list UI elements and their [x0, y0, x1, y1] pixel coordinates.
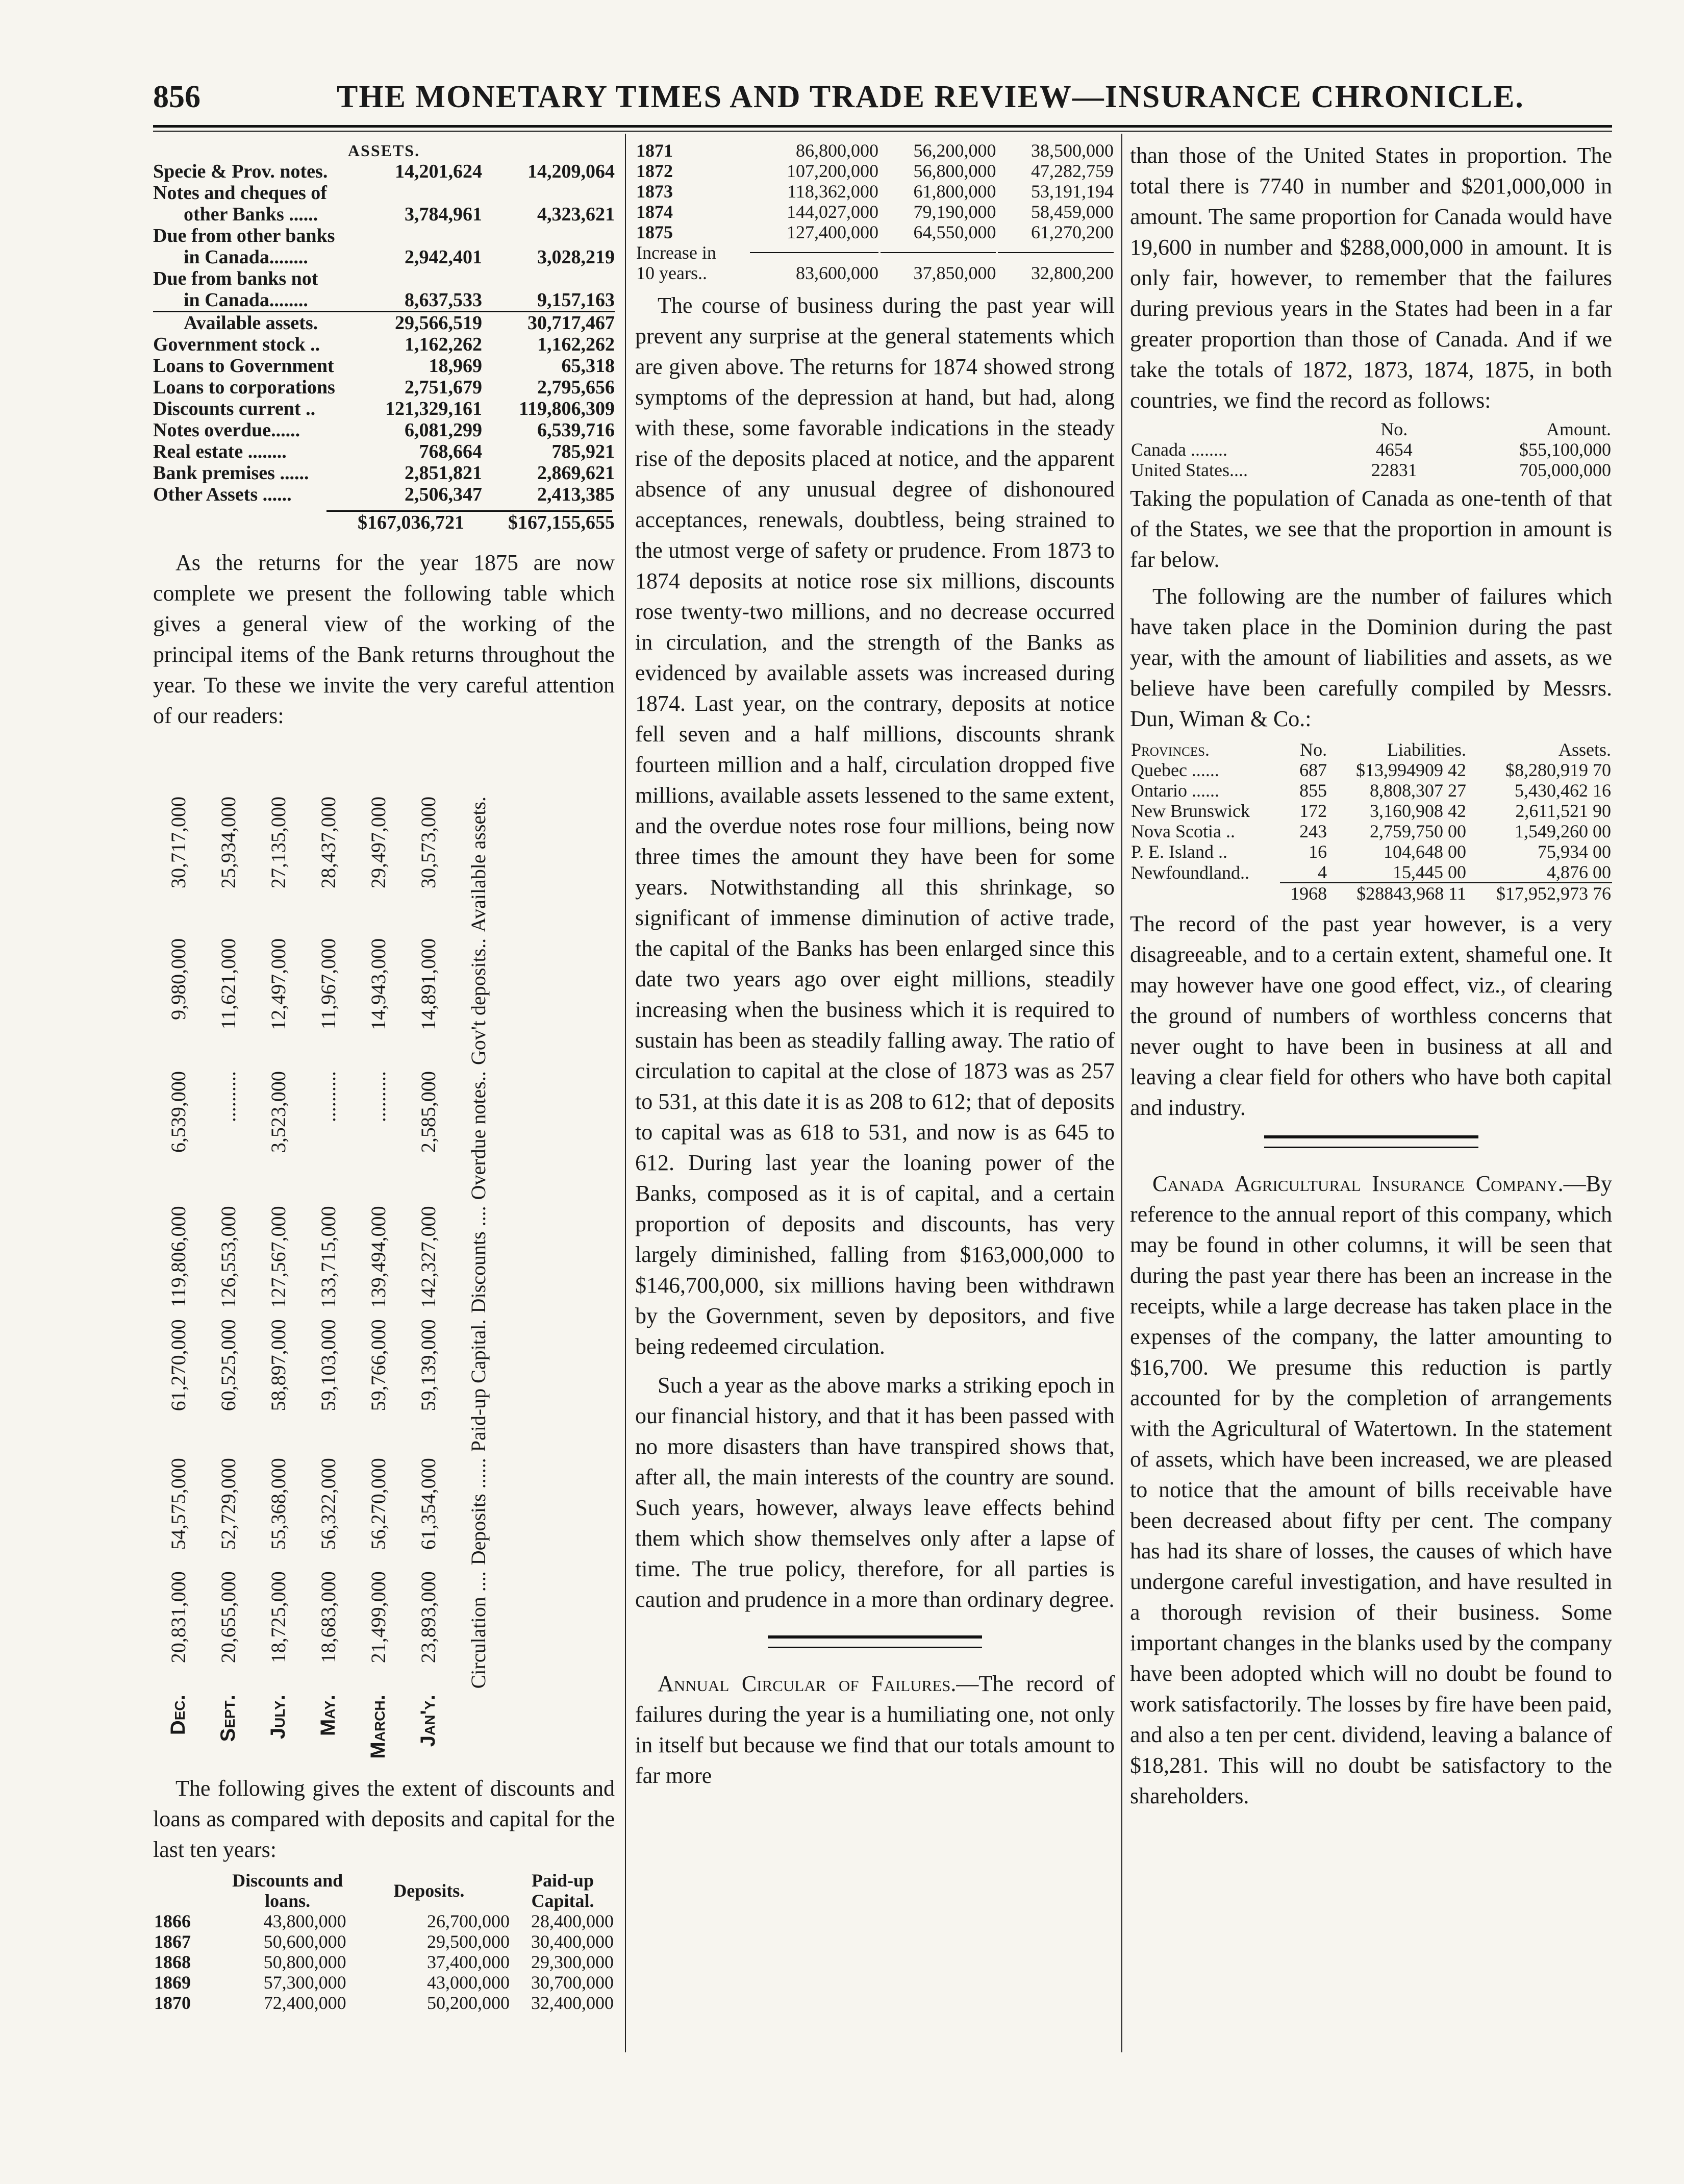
monthly-row-label: Available assets.: [466, 797, 490, 932]
assets-row: [153, 334, 615, 355]
agri-heading: Canada Agricultural Insurance Company.: [1152, 1171, 1564, 1196]
column-1: [153, 140, 615, 731]
province-no: 855: [1299, 780, 1327, 801]
tenyear-row: [635, 202, 1115, 222]
assets-row-value-a: 768,664: [419, 441, 482, 462]
assets-row: [153, 484, 615, 505]
monthly-table: [153, 793, 602, 1766]
monthly-cell: 59,103,000: [316, 1319, 340, 1411]
compare-amount: 705,000,000: [1519, 460, 1611, 480]
provinces-table: [1130, 739, 1612, 904]
assets-row-label: Available assets.: [184, 312, 318, 334]
provinces-header-name: Provinces.: [1131, 739, 1210, 760]
province-assets: 2,611,521 90: [1515, 801, 1611, 821]
provinces-header-no: No.: [1300, 739, 1327, 760]
tenyear-table-b: [635, 140, 1115, 283]
monthly-cell: 56,270,000: [366, 1458, 390, 1550]
assets-row: [153, 312, 615, 334]
monthly-cell: 59,139,000: [416, 1319, 440, 1411]
monthly-cell: 28,437,000: [316, 797, 340, 888]
province-liabilities: 3,160,908 42: [1369, 801, 1466, 821]
assets-row-value-b: 785,921: [551, 441, 615, 462]
assets-row-label: Bank premises ......: [153, 462, 309, 484]
failures-heading: Annual Circular of Failures.: [658, 1671, 957, 1696]
tenyear-deposits: 43,000,000: [427, 1972, 510, 1993]
tenyear-discounts: 50,600,000: [263, 1931, 346, 1952]
assets-row-value-b: 65,318: [561, 355, 615, 377]
monthly-cell: 58,897,000: [266, 1319, 290, 1411]
failures-paragraph: [635, 1669, 1115, 1791]
monthly-cell: 14,891,000: [416, 938, 440, 1030]
column-divider-2: [1121, 134, 1122, 2052]
province-name: Newfoundland..: [1131, 862, 1249, 883]
assets-row-value-a: 2,506,347: [405, 484, 482, 505]
population-paragraph: Taking the population of Canada as one-tenth of that of the States, we see that the proportion in amount is far below.: [1130, 486, 1612, 572]
agri-text: —By reference to the annual report of this company, which may be found in other columns, it will be seen that during the past year there has been an increase in the receipts, while a large decrease has taken place in the expenses of the company, the latter amounting to $16,700. We presume this reduction is partly accounted for by the completion of arrangements with the Agricultural of Watertown. In the statement of assets, which have been increased, we are pleased to notice that the amount of bills receivable have been decreased about fifty per cent. The company has had its share of losses, the causes of which have undergone careful investigation, and have resulted in a thorough revision of their business. Some important changes in the blanks used by the company have been adopted which will no doubt be found to work satisfactorily. The losses by fire have been paid, and also a ten per cent. dividend, leaving a balance of $18,281. This will no doubt be satisfactory to the shareholders.: [1130, 1171, 1612, 1808]
monthly-cell: 20,831,000: [166, 1571, 190, 1664]
assets-row: [153, 462, 615, 484]
province-name: Nova Scotia ..: [1131, 821, 1235, 841]
increase-label-1: Increase in: [636, 242, 716, 263]
province-row: [1130, 801, 1612, 821]
increase-deposits: 37,850,000: [913, 263, 996, 283]
province-liabilities: 8,808,307 27: [1369, 780, 1466, 801]
monthly-row-label: Circulation ....: [466, 1571, 490, 1689]
tenyear-row: [635, 181, 1115, 202]
monthly-cell: 29,497,000: [366, 797, 390, 888]
compare-no: 22831: [1371, 460, 1417, 480]
monthly-cell: ..........: [366, 1071, 390, 1123]
increase-discounts: 83,600,000: [795, 263, 878, 283]
record-paragraph: The record of the past year however, is a very disagreeable, and to a certain extent, shameful one. It may however have one good effect, viz., of clearing the ground of numbers of worthless concerns that never ought to have been in business at all and leaving a clear field for others who have both capital and industry.: [1130, 911, 1612, 1120]
tenyear-discounts: 72,400,000: [263, 1993, 346, 2013]
assets-row-value-a: 29,566,519: [395, 312, 482, 334]
assets-row-value-b: 14,209,064: [527, 161, 615, 182]
tenyear-deposits: 61,800,000: [913, 181, 996, 202]
compare-header-no: No.: [1380, 419, 1408, 439]
assets-row-label: Loans to Government: [153, 355, 334, 377]
assets-row: [153, 355, 615, 377]
monthly-cell: 27,135,000: [266, 797, 290, 888]
tenyear-discounts: 50,800,000: [263, 1952, 346, 1972]
header-rule-thin: [153, 131, 1612, 132]
column-divider-1: [625, 134, 626, 2052]
monthly-cell: 9,980,000: [166, 938, 190, 1020]
page-number: 856: [153, 80, 200, 114]
compare-table: [1130, 419, 1612, 480]
tenyear-capital: 32,400,000: [531, 1993, 614, 2013]
assets-row-value-b: 2,413,385: [537, 484, 615, 505]
province-assets: 1,549,260 00: [1515, 821, 1611, 841]
tenyear-year: 1867: [154, 1931, 191, 1952]
provinces-total-liab: $28843,968 11: [1328, 883, 1467, 904]
assets-row-label: Due from banks not: [153, 268, 318, 289]
tenyear-row: [153, 1931, 615, 1952]
tenyear-row: [153, 1972, 615, 1993]
assets-row-label: Loans to corporations: [153, 377, 335, 398]
monthly-cell: 119,806,000: [166, 1206, 190, 1307]
tenyear-deposits: 64,550,000: [913, 222, 996, 242]
monthly-cell: 6,539,000: [166, 1071, 190, 1153]
section-rule-2: [1264, 1135, 1478, 1148]
monthly-cell: 59,766,000: [366, 1319, 390, 1411]
assets-row-value-a: 14,201,624: [395, 161, 482, 182]
failures-continued: than those of the United States in proportion. The total there is 7740 in number and $201,000,000 in amount. The same proportion for Canada would have 19,600 in number and $288,000,000 in amount. It is only fair, however, to remember that the failures during previous years in the States had been in a far greater proportion than those of Canada. And if we take the totals of 1872, 1873, 1874, 1875, in both countries, we find the record as follows:: [1130, 143, 1612, 413]
province-liabilities: 15,445 00: [1392, 862, 1466, 882]
monthly-month: Sept.: [216, 1695, 239, 1742]
monthly-cell: 61,354,000: [416, 1458, 440, 1550]
assets-row-value-a: 18,969: [429, 355, 482, 377]
province-liabilities: 2,759,750 00: [1369, 821, 1466, 841]
monthly-cell: 23,893,000: [416, 1571, 440, 1664]
monthly-cell: 18,683,000: [316, 1571, 340, 1664]
assets-row-label: Due from other banks: [153, 225, 335, 246]
assets-row: [153, 161, 615, 182]
tenyear-capital: 28,400,000: [531, 1911, 614, 1931]
tenyear-capital: 47,282,759: [1031, 161, 1114, 181]
section-rule: [768, 1635, 982, 1648]
assets-row-value-b: 30,717,467: [527, 312, 615, 334]
province-no: 16: [1309, 841, 1327, 862]
tenyear-table-a: [153, 1870, 615, 2013]
province-row: [1130, 821, 1612, 841]
tenyear-discounts: 118,362,000: [787, 181, 878, 202]
assets-row-value-b: 3,028,219: [537, 246, 615, 268]
monthly-month: March.: [366, 1695, 389, 1759]
agri-paragraph: [1130, 1169, 1612, 1811]
monthly-row-label: Deposits ......: [466, 1458, 490, 1566]
tenyear-capital: 29,300,000: [531, 1952, 614, 1972]
tenyear-deposits: 50,200,000: [427, 1993, 510, 2013]
monthly-row: [153, 793, 203, 1766]
tenyear-year: 1872: [636, 161, 673, 181]
province-assets: $8,280,919 70: [1505, 760, 1611, 780]
assets-row-value-a: 3,784,961: [405, 204, 482, 225]
province-name: P. E. Island ..: [1131, 841, 1227, 862]
tenyear-deposits: 29,500,000: [427, 1931, 510, 1952]
monthly-cell: 54,575,000: [166, 1458, 190, 1550]
monthly-cell: 55,368,000: [266, 1458, 290, 1550]
tenyear-year: 1866: [154, 1911, 191, 1931]
province-name: Ontario ......: [1131, 780, 1219, 801]
assets-row-label: in Canada........: [184, 246, 308, 268]
monthly-row: [303, 793, 353, 1766]
assets-title: ASSETS.: [347, 141, 420, 160]
assets-total-a: $167,036,721: [358, 512, 464, 533]
tenyear-row: [635, 161, 1115, 181]
tenyear-deposits: 26,700,000: [427, 1911, 510, 1931]
assets-row-value-b: [482, 268, 615, 289]
tenyear-discounts: 43,800,000: [263, 1911, 346, 1931]
tenyear-deposits: 37,400,000: [427, 1952, 510, 1972]
monthly-row: [203, 793, 253, 1766]
assets-row-value-b: 4,323,621: [537, 204, 615, 225]
province-row: [1130, 760, 1612, 780]
header-rule: [153, 125, 1612, 128]
compare-label: United States....: [1131, 460, 1248, 480]
column-1-lower: [153, 1773, 615, 2013]
assets-row-value-a: 121,329,161: [385, 398, 482, 419]
assets-row: [153, 289, 615, 312]
assets-row-value-a: [368, 268, 482, 289]
assets-row: [153, 377, 615, 398]
tenyear-year: 1871: [636, 140, 673, 161]
tenyear-deposits: 79,190,000: [913, 202, 996, 222]
monthly-cell: 11,967,000: [316, 938, 340, 1030]
monthly-row: [253, 793, 303, 1766]
tenyear-capital: 53,191,194: [1031, 181, 1114, 202]
monthly-row-label: Gov't deposits..: [466, 938, 490, 1065]
assets-row-label: Government stock ..: [153, 334, 320, 355]
tenyear-discounts: 107,200,000: [786, 161, 878, 181]
monthly-cell: 12,497,000: [266, 938, 290, 1030]
tenyear-deposits: 56,200,000: [913, 140, 996, 161]
assets-row-value-a: [368, 182, 482, 204]
monthly-cell: 2,585,000: [416, 1071, 440, 1153]
monthly-row-label: Overdue notes..: [466, 1071, 490, 1200]
assets-row-value-b: 6,539,716: [537, 419, 615, 441]
column-2: [635, 140, 1115, 1791]
province-row: [1130, 841, 1612, 862]
province-no: 243: [1299, 821, 1327, 841]
assets-row-label: other Banks ......: [184, 204, 318, 225]
compare-header-amount: Amount.: [1546, 419, 1611, 439]
assets-row-value-b: 9,157,163: [537, 289, 615, 311]
compare-label: Canada ........: [1131, 439, 1227, 460]
tenyear-row: [153, 1911, 615, 1931]
monthly-cell: 52,729,000: [216, 1458, 240, 1550]
assets-row: [153, 182, 615, 204]
monthly-corner: [453, 1692, 503, 1766]
assets-row: [153, 204, 615, 225]
assets-row-value-b: 1,162,262: [537, 334, 615, 355]
tenyear-year: 1870: [154, 1993, 191, 2013]
assets-row-value-a: [368, 225, 482, 246]
provinces-header-liab: Liabilities.: [1387, 739, 1466, 760]
monthly-cell: 133,715,000: [316, 1206, 340, 1308]
monthly-labels-row: [453, 793, 503, 1766]
province-assets: 4,876 00: [1547, 862, 1611, 882]
monthly-row: [403, 793, 453, 1766]
tenyear-capital: 61,270,200: [1031, 222, 1114, 242]
monthly-cell: 142,327,000: [416, 1206, 440, 1308]
tenyear-header-capital: Paid-up Capital.: [531, 1870, 594, 1911]
column-3: [1130, 140, 1612, 1811]
tenyear-deposits: 56,800,000: [913, 161, 996, 181]
monthly-row-label: Paid-up Capital.: [466, 1319, 490, 1452]
monthly-row-label: Discounts ....: [466, 1206, 490, 1313]
assets-row-value-a: 8,637,533: [405, 289, 482, 311]
assets-total-b: $167,155,655: [508, 512, 615, 533]
tenyear-capital: 30,400,000: [531, 1931, 614, 1952]
tenyear-capital: 58,459,000: [1031, 202, 1114, 222]
province-assets: 5,430,462 16: [1515, 780, 1611, 801]
monthly-cell: 25,934,000: [216, 797, 240, 888]
monthly-cell: 60,525,000: [216, 1319, 240, 1411]
tenyear-header-discounts: Discounts and loans.: [232, 1870, 343, 1911]
running-title: THE MONETARY TIMES AND TRADE REVIEW—INSURANCE CHRONICLE.: [337, 80, 1524, 114]
assets-row-value-a: 1,162,262: [405, 334, 482, 355]
provinces-total-no: 1968: [1280, 883, 1328, 904]
intro-paragraph: As the returns for the year 1875 are now complete we present the following table which gives a general view of the working of the principal items of the Bank returns throughout the year. To these we invite the very careful attention of our readers:: [153, 550, 615, 728]
assets-row-value-b: 2,795,656: [537, 377, 615, 398]
assets-row-label: Real estate ........: [153, 441, 287, 462]
failures-text: —The record of failures during the year is a humiliating one, not only in itself but because we find that our totals amount to far more: [635, 1671, 1115, 1788]
tenyear-year: 1868: [154, 1952, 191, 1972]
tenyear-header-deposits: Deposits.: [393, 1880, 465, 1901]
assets-table: [153, 161, 615, 505]
tenyear-year: 1869: [154, 1972, 191, 1993]
province-no: 4: [1318, 862, 1327, 882]
assets-row-value-a: 6,081,299: [405, 419, 482, 441]
province-row: [1130, 862, 1612, 883]
monthly-cell: ..........: [216, 1071, 240, 1123]
assets-row-label: Notes overdue......: [153, 419, 300, 441]
compare-row: [1130, 460, 1612, 480]
tenyear-discounts: 144,027,000: [786, 202, 878, 222]
monthly-cell: 20,655,000: [216, 1571, 240, 1664]
tenyear-intro: The following gives the extent of discounts and loans as compared with deposits and capital for the last ten years:: [153, 1776, 615, 1862]
epoch-paragraph: Such a year as the above marks a striking epoch in our financial history, and that it has been passed with no more disasters than have transpired shows that, after all, the main interests of the country are sound. Such years, however, always leave effects behind them which show themselves only after a lapse of time. The true policy, therefore, for all parties is caution and prudence in a more than ordinary degree.: [635, 1373, 1115, 1612]
compare-amount: $55,100,000: [1519, 439, 1611, 460]
monthly-cell: 18,725,000: [266, 1571, 290, 1664]
monthly-month: July.: [266, 1695, 289, 1740]
increase-capital: 32,800,200: [1031, 263, 1114, 283]
province-liabilities: $13,994909 42: [1355, 760, 1466, 780]
assets-row-label: Other Assets ......: [153, 484, 292, 505]
assets-row: [153, 419, 615, 441]
monthly-month: May.: [316, 1695, 339, 1736]
tenyear-row: [635, 222, 1115, 242]
monthly-cell: 61,270,000: [166, 1319, 190, 1411]
province-liabilities: 104,648 00: [1383, 841, 1466, 862]
assets-row-value-a: 2,751,679: [405, 377, 482, 398]
assets-row-label: Specie & Prov. notes.: [153, 161, 328, 182]
monthly-cell: 127,567,000: [266, 1206, 290, 1308]
tenyear-year: 1875: [636, 222, 673, 242]
monthly-month: Dec.: [166, 1695, 189, 1735]
provinces-total-assets: $17,952,973 76: [1467, 883, 1612, 904]
monthly-cell: 21,499,000: [366, 1571, 390, 1664]
monthly-cell: ..........: [316, 1071, 340, 1123]
monthly-month: Jan'y.: [416, 1695, 439, 1747]
province-row: [1130, 780, 1612, 801]
monthly-cell: 3,523,000: [266, 1071, 290, 1153]
tenyear-capital: 38,500,000: [1031, 140, 1114, 161]
monthly-cell: 126,553,000: [216, 1206, 240, 1308]
assets-total: [153, 512, 615, 533]
assets-row-label: in Canada........: [184, 289, 308, 311]
monthly-cell: 30,717,000: [166, 797, 190, 888]
monthly-cell: 14,943,000: [366, 938, 390, 1030]
monthly-cell: 11,621,000: [216, 938, 240, 1030]
province-name: New Brunswick: [1131, 801, 1250, 821]
assets-row: [153, 441, 615, 462]
dominion-paragraph: The following are the number of failures which have taken place in the Dominion during the past year, with the amount of liabilities and assets, as we believe have been carefully compiled by Messrs. Dun, Wiman & Co.:: [1130, 584, 1612, 731]
tenyear-discounts: 86,800,000: [795, 140, 878, 161]
increase-label-2: 10 years..: [636, 263, 707, 283]
tenyear-row: [153, 1993, 615, 2013]
compare-no: 4654: [1375, 439, 1413, 460]
monthly-cell: 30,573,000: [416, 797, 440, 888]
provinces-header-assets: Assets.: [1558, 739, 1611, 760]
assets-row: [153, 246, 615, 268]
assets-row-value-b: [482, 225, 615, 246]
assets-row-value-b: 2,869,621: [537, 462, 615, 484]
monthly-row: [353, 793, 403, 1766]
assets-row: [153, 225, 615, 246]
tenyear-row: [635, 140, 1115, 161]
tenyear-discounts: 57,300,000: [263, 1972, 346, 1993]
monthly-cell: 139,494,000: [366, 1206, 390, 1308]
tenyear-discounts: 127,400,000: [786, 222, 878, 242]
assets-row-value-b: 119,806,309: [519, 398, 615, 419]
province-assets: 75,934 00: [1538, 841, 1611, 862]
assets-row-value-b: [482, 182, 615, 204]
tenyear-year: 1874: [636, 202, 673, 222]
province-name: Quebec ......: [1131, 760, 1219, 780]
tenyear-year: 1873: [636, 181, 673, 202]
course-paragraph: The course of business during the past year will prevent any surprise at the general statements which are given above. The returns for 1874 showed strong symptoms of the depression at hand, but had, along with these, some favorable indications in the steady rise of the deposits placed at notice, and the apparent absence of any unusual degree of dishonoured acceptances, renewals, doubtless, being strained to the utmost verge of safety or prudence. From 1873 to 1874 deposits at notice rose six millions, discounts rose twenty-two millions, and no decrease occurred in circulation, and the strength of the Banks as evidenced by available assets was increased during 1874. Last year, on the contrary, deposits at notice fell seven and a half millions, discounts shrank fourteen million and a half, circulation dropped five millions, available assets lessened to the same extent, and the overdue notes rose four millions, being now three times the amount they have been for some years. Notwithstanding all this shrinkage, so significant of immense diminution of active trade, the capital of the Banks has been enlarged since this date two years ago over eight millions, steadily increasing when the business which it is required to sustain has been as steadily falling away. The ratio of circulation to capital at the close of 1873 was as 257 to 531, at this date it is as 208 to 612; that of deposits to capital was as 618 to 531, and now is as 645 to 612. During last year the loaning power of the Banks, composed as it is of capital, and a certain proportion of deposits and discounts, has very largely diminished, falling from $163,000,000 to $146,700,000, six millions having been withdrawn by the Government, seven by depositors, and five being redeemed circulation.: [635, 293, 1115, 1359]
province-no: 172: [1299, 801, 1327, 821]
assets-row-value-a: 2,942,401: [405, 246, 482, 268]
assets-row: [153, 398, 615, 419]
assets-row-value-a: 2,851,821: [405, 462, 482, 484]
province-no: 687: [1299, 760, 1327, 780]
tenyear-row: [153, 1952, 615, 1972]
compare-row: [1130, 439, 1612, 460]
monthly-cell: 56,322,000: [316, 1458, 340, 1550]
tenyear-capital: 30,700,000: [531, 1972, 614, 1993]
assets-row-label: Notes and cheques of: [153, 182, 327, 204]
assets-row: [153, 268, 615, 289]
assets-row-label: Discounts current ..: [153, 398, 316, 419]
